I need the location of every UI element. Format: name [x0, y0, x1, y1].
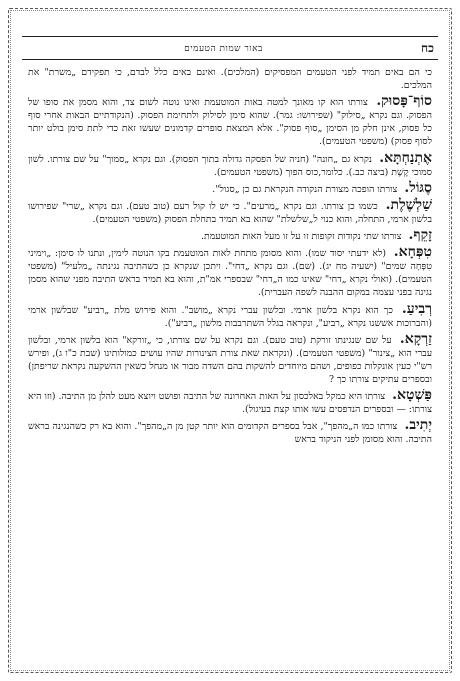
running-head: באור שמות הטעמים [184, 43, 263, 54]
term-heading: יְתִיב. [404, 417, 432, 434]
term-heading: סוֹף־פָּסוּק. [376, 93, 432, 110]
paragraph-revia [28, 300, 432, 330]
term-heading: רְבִיעַ. [401, 300, 432, 317]
paragraph-intro [28, 66, 432, 92]
paragraph-text: צורתו שתי נקודות זקופות זו על זו מעל האות המוטעמת. [201, 231, 402, 243]
paragraph-etnachta [28, 149, 432, 179]
term-heading: טִפְּחָא. [393, 244, 432, 261]
term-heading: שַׁלְשֶׁלֶת. [385, 196, 432, 213]
paragraph-segol [28, 179, 432, 196]
paragraph-shalshelet [28, 196, 432, 226]
paragraph-pashta [28, 389, 432, 416]
paragraph-zakef [28, 229, 432, 243]
paragraph-yetiv [28, 419, 432, 446]
term-heading: זַרְקָא. [399, 330, 432, 347]
term-heading: סֶגּוֹל. [404, 179, 432, 196]
paragraph-text: על שם שנגינתו זורקת (טוב טעם). וגם נקרא על שם צורתו, כי „זורקא" הוא בלשון ארמי, ובלשון עברי הוא „צינור" (משפטי הטעמים). (ונקראת שאת צורת הצינורות שהיו עושים כמולותינו (שבת כ"ו ג), ופירש רש"י כעין אונקלות כפופים, ושהם מיוחדים להשקות בהם השדה מבור או מנחל כשאין ההשקעה נקראת שריפתן) ובספרים עתיקים צורתו כך ? [28, 334, 432, 385]
paragraph-text: צורתו הופכה מצורת הנקודה הנקראת גם כן „סגול". [212, 183, 398, 195]
paragraph-text: כי הם באים תמיד לפני הטעמים המפסיקים (המלכים). ואינם באים כלל לבדם, כי תפקידם „משרת" את המלכים. [28, 67, 432, 92]
page-header [22, 36, 438, 60]
paragraph-text: צורתו היא כמקל באלכסון על האות האחרונה של התיבה ופושט ויוצא מעט להלן מן התיבה. (וזו היא צורתו: — ובספרים הנדפסים עשו אותו קצת בעיגול). [28, 391, 432, 416]
paragraph-sof-pasuk [28, 95, 432, 148]
term-heading: פַּשְׁטָא. [392, 387, 432, 404]
term-heading: אֶתְנַחְתָּא. [379, 149, 432, 166]
paragraph-text: (לא ידעתי יסוד שמו). והוא מסומן מתחת לאות המוטעמת בקו הנוטה לימין, ונתנו לו סימן: „וימיני טִפְּחָה שמים" (ישעיה מח יג). (שם). וגם נקרא „דחי". ויתכן שנקרא כן כשהתיבה נגינתה „מלעיל" (משפטי הטעמים). (ואולי נקרא „דחי" שאינו כמו ה„דחי" שבספרי אמ"ת, והוא בא תמיד בראש התיבה מפני שהוא מסמן נגינה בפני עצמה במקום ההבנה לשפה העברית). [28, 248, 432, 299]
paragraph-text: כשמו כן צורתו. וגם נקרא „מרעים". כי יש לו קול רעם (טוב טעם). וגם נקרא „שרי" שפירושו בלשון ארמי, התחלה, והוא כנוי ל„שלשלת" שהוא בא תמיד בתחלת הפסוק (משפטי הטעמים). [28, 200, 432, 225]
paragraph-text: נקרא גם „חונה" (חניה של הפסקה גדולה בתוך הפסוק). וגם נקרא „סמוך" על שם צורתו. לשון סמוכי קֶשֶׁת (ביצה כב.). כלומר,כוס הפוך (משפטי הטעמים). [28, 153, 432, 178]
paragraph-text: צורתו הוא קו מאונך למטה באות המוטעמת ואינו נוטה לשום צד, והוא מסמן את סופו של הפסוק. וגם נקרא „סילוק" (שפירושו: גמר). שהוא סימן לסילוק ולתחימת הפסוק. (הנקודתיים הבאות אחרי סוף כל פסוק, אינן חלק מן הסימן „סוף פסוק". אלא המצאת סופרים קדמונים שעשו זאת כדי לתת סימן בולט יותר לסוף פסוק) (משפטי הטעמים). [28, 97, 432, 148]
paragraph-text: כך הוא נקרא בלשון ארמי. ובלשון עברי נקרא „מושב". והוא פירוש מלת „רביע" שבלשון ארמי (והברוכות אששנו נקרא „רביע", ונקראה בגלל השתרבבות מלשון „רביע"). [28, 304, 432, 329]
paragraph-tipcha [28, 246, 432, 299]
page-body [28, 66, 432, 656]
paragraph-text: צורתו כמו ה„מהפך", אבל בספרים הקדומים הוא יותר קטן מן ה„מהפך". והוא בא רק כשהנגינה בראש התיבה. והוא מסומן לפני הניקוד בראש [28, 421, 432, 446]
page-number: כח [421, 40, 434, 55]
term-heading: זָקֵף. [408, 227, 432, 244]
page [8, 8, 452, 673]
paragraph-zarka [28, 330, 432, 386]
